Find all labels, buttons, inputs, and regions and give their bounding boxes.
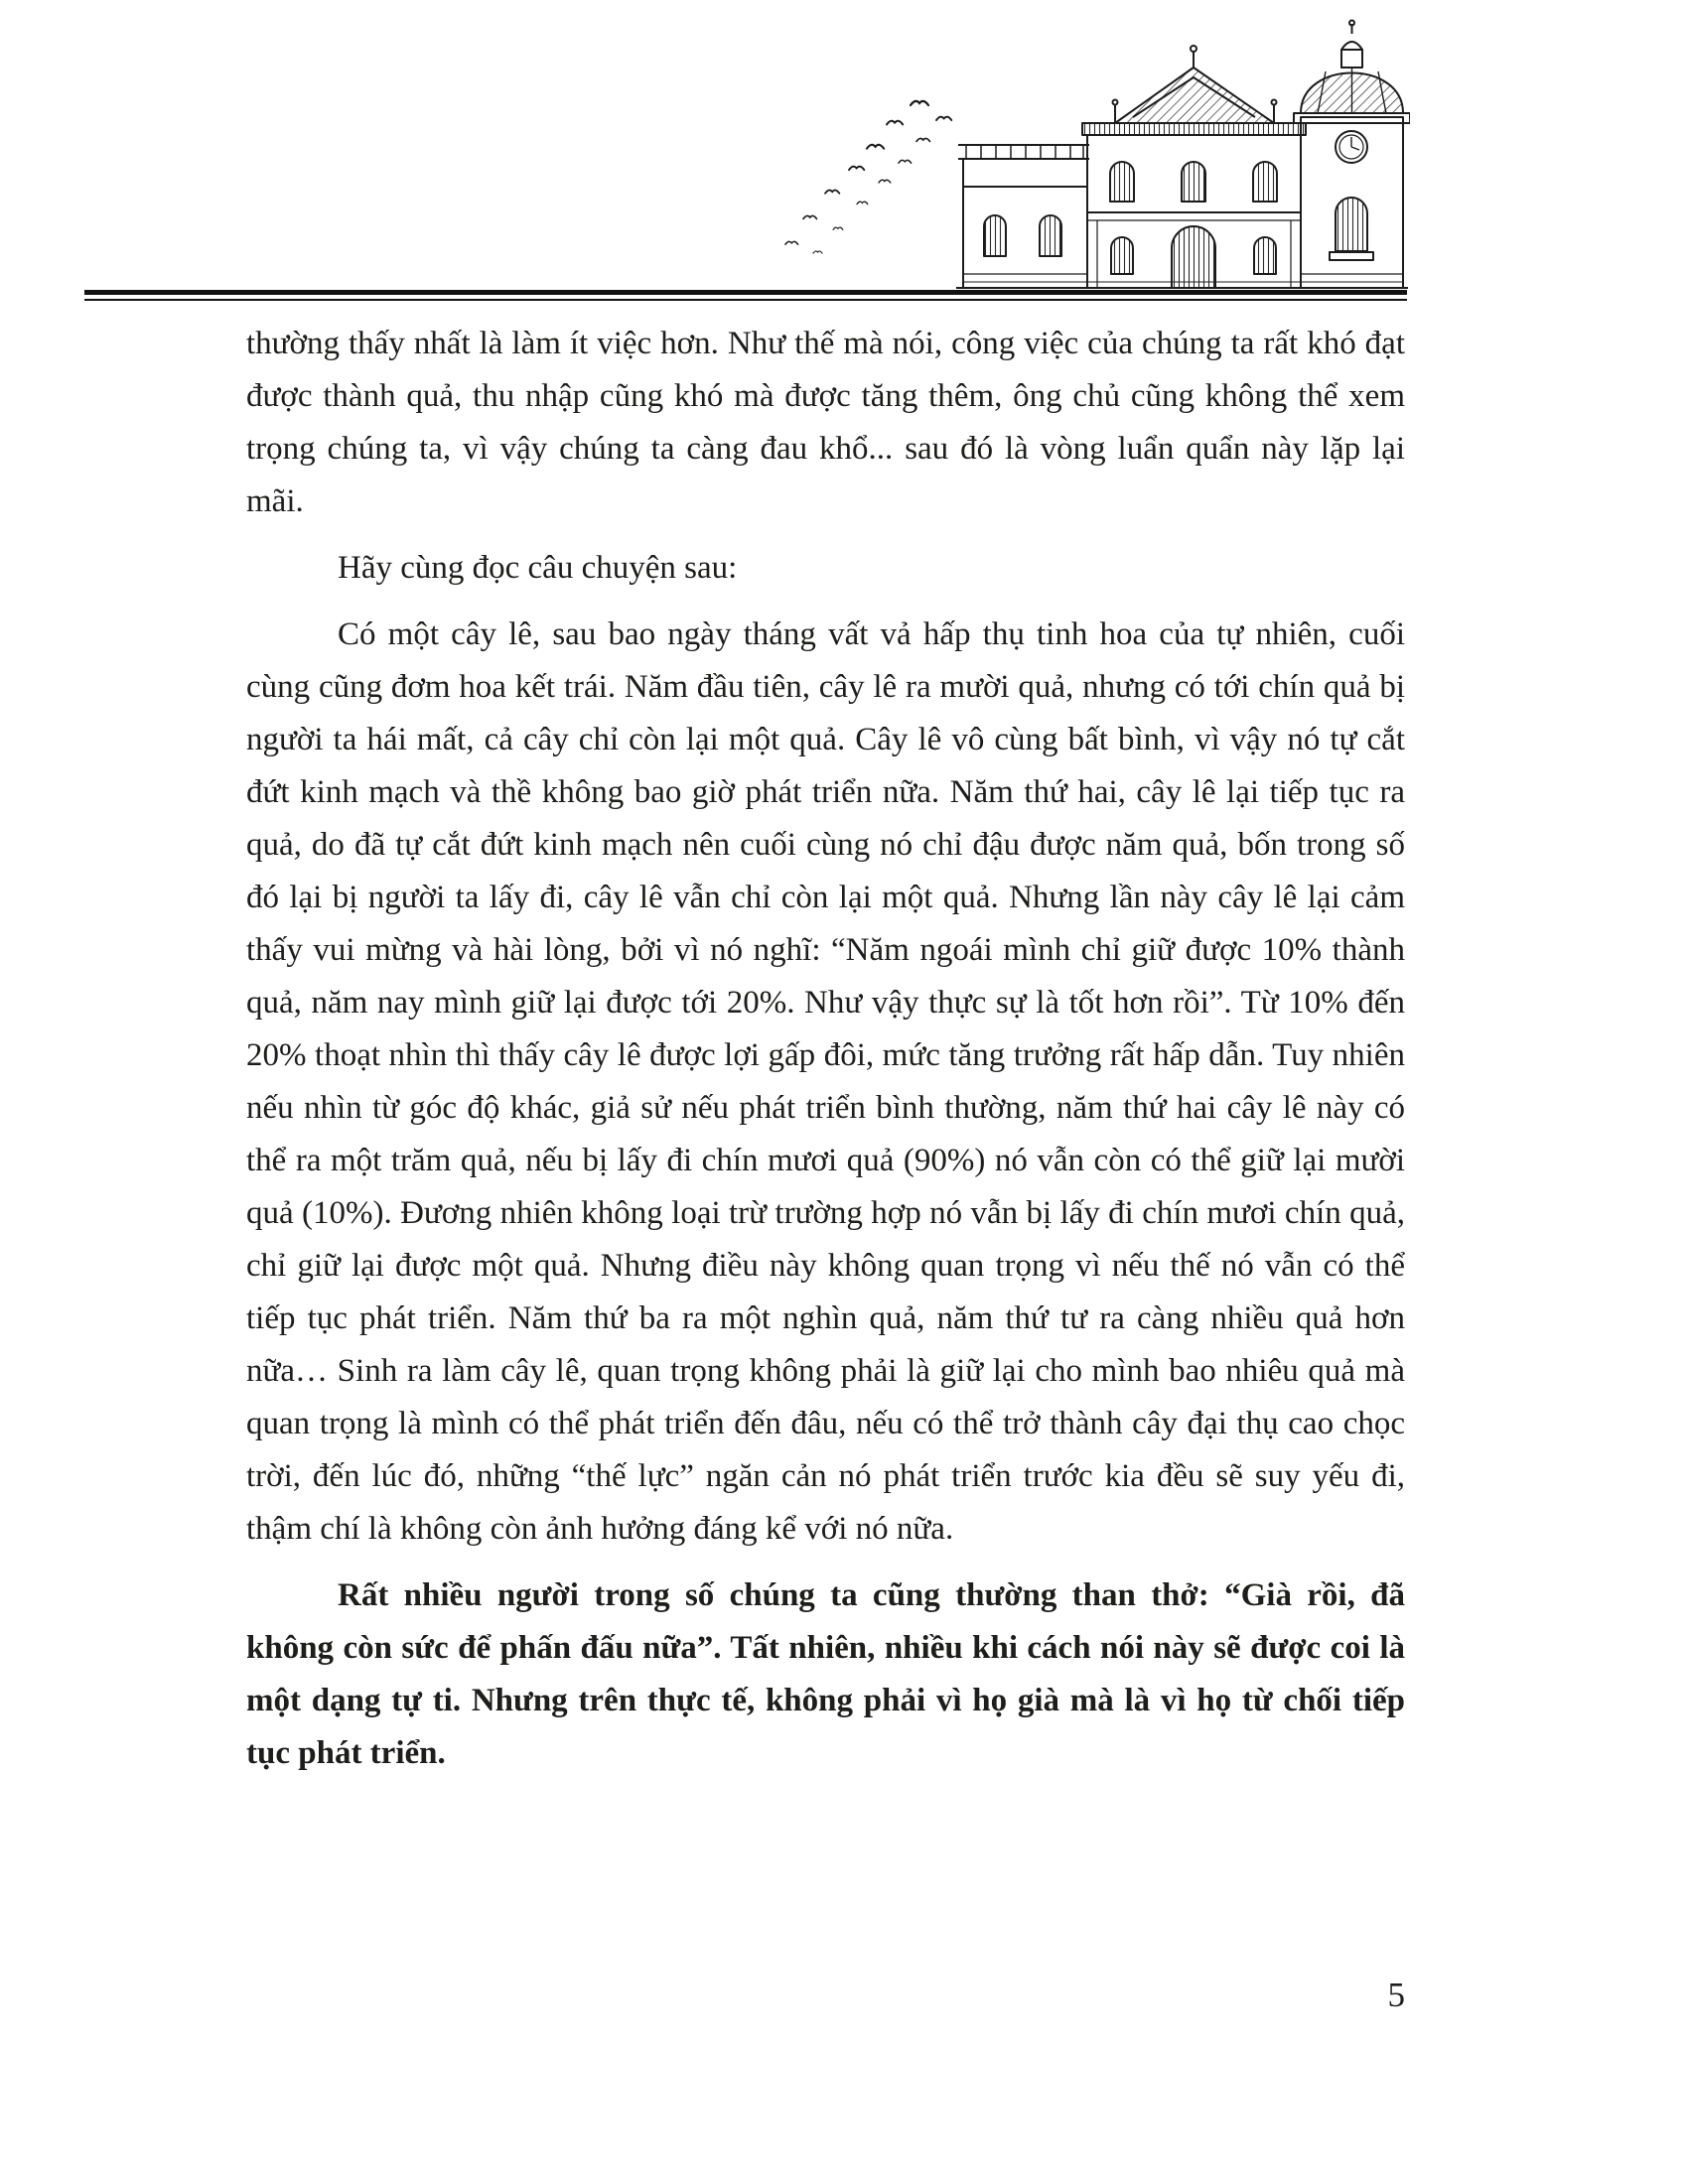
page-body [246,318,1405,1794]
page-number: 5 [1387,1976,1405,2014]
header-double-rule [84,290,1407,301]
paragraph-continuation: thường thấy nhất là làm ít việc hơn. Như thế mà nói, công việc của chúng ta rất khó đạt được thành quả, thu nhập cũng khó mà được tăng thêm, ông chủ cũng không thể xem trọng chúng ta, vì vậy chúng ta càng đau khổ... sau đó là vòng luẩn quẩn này lặp lại mãi. [246,326,1405,519]
building-birds-illustration [760,18,1410,291]
paragraph-story: Có một cây lê, sau bao ngày tháng vất vả hấp thụ tinh hoa của tự nhiên, cuối cùng cũng đơm hoa kết trái. Năm đầu tiên, cây lê ra mười quả, nhưng có tới chín quả bị người ta hái mất, cả cây chỉ còn lại một quả. Cây lê vô cùng bất bình, vì vậy nó tự cắt đứt kinh mạch và thề không bao giờ phát triển nữa. Năm thứ hai, cây lê lại tiếp tục ra quả, do đã tự cắt đứt kinh mạch nên cuối cùng nó chỉ đậu được năm quả, bốn trong số đó lại bị người ta lấy đi, cây lê vẫn chỉ còn lại một quả. Nhưng lần này cây lê lại cảm thấy vui mừng và hài lòng, bởi vì nó nghĩ: “Năm ngoái mình chỉ giữ được 10% thành quả, năm nay mình giữ lại được tới 20%. Như vậy thực sự là tốt hơn rồi”. Từ 10% đến 20% thoạt nhìn thì thấy cây lê được lợi gấp đôi, mức tăng trưởng rất hấp dẫn. Tuy nhiên nếu nhìn từ góc độ khác, giả sử nếu phát triển bình thường, năm thứ hai cây lê này có thể ra một trăm quả, nếu bị lấy đi chín mươi quả (90%) nó vẫn còn có thể giữ lại mười quả (10%). Đương nhiên không loại trừ trường hợp nó vẫn bị lấy đi chín mươi chín quả, chỉ giữ lại được một quả. Nhưng điều này không quan trọng vì nếu thế nó vẫn có thể tiếp tục phát triển. Năm thứ ba ra một nghìn quả, năm thứ tư ra càng nhiều quả hơn nữa… Sinh ra làm cây lê, quan trọng không phải là giữ lại cho mình bao nhiêu quả mà quan trọng là mình có thể phát triển đến đâu, nếu có thể trở thành cây đại thụ cao chọc trời, đến lúc đó, những “thế lực” ngăn cản nó phát triển trước kia đều sẽ suy yếu đi, thậm chí là không còn ảnh hưởng đáng kể với nó nữa. [246,616,1405,1547]
paragraph-moral-bold: Rất nhiều người trong số chúng ta cũng thường than thở: “Già rồi, đã không còn sức để phấn đấu nữa”. Tất nhiên, nhiều khi cách nói này sẽ được coi là một dạng tự ti. Nhưng trên thực tế, không phải vì họ già mà là vì họ từ chối tiếp tục phát triển. [246,1577,1405,1771]
birds-icon [785,101,951,253]
paragraph-lead-in: Hãy cùng đọc câu chuyện sau: [338,550,738,586]
building-sketch-icon [956,21,1410,289]
